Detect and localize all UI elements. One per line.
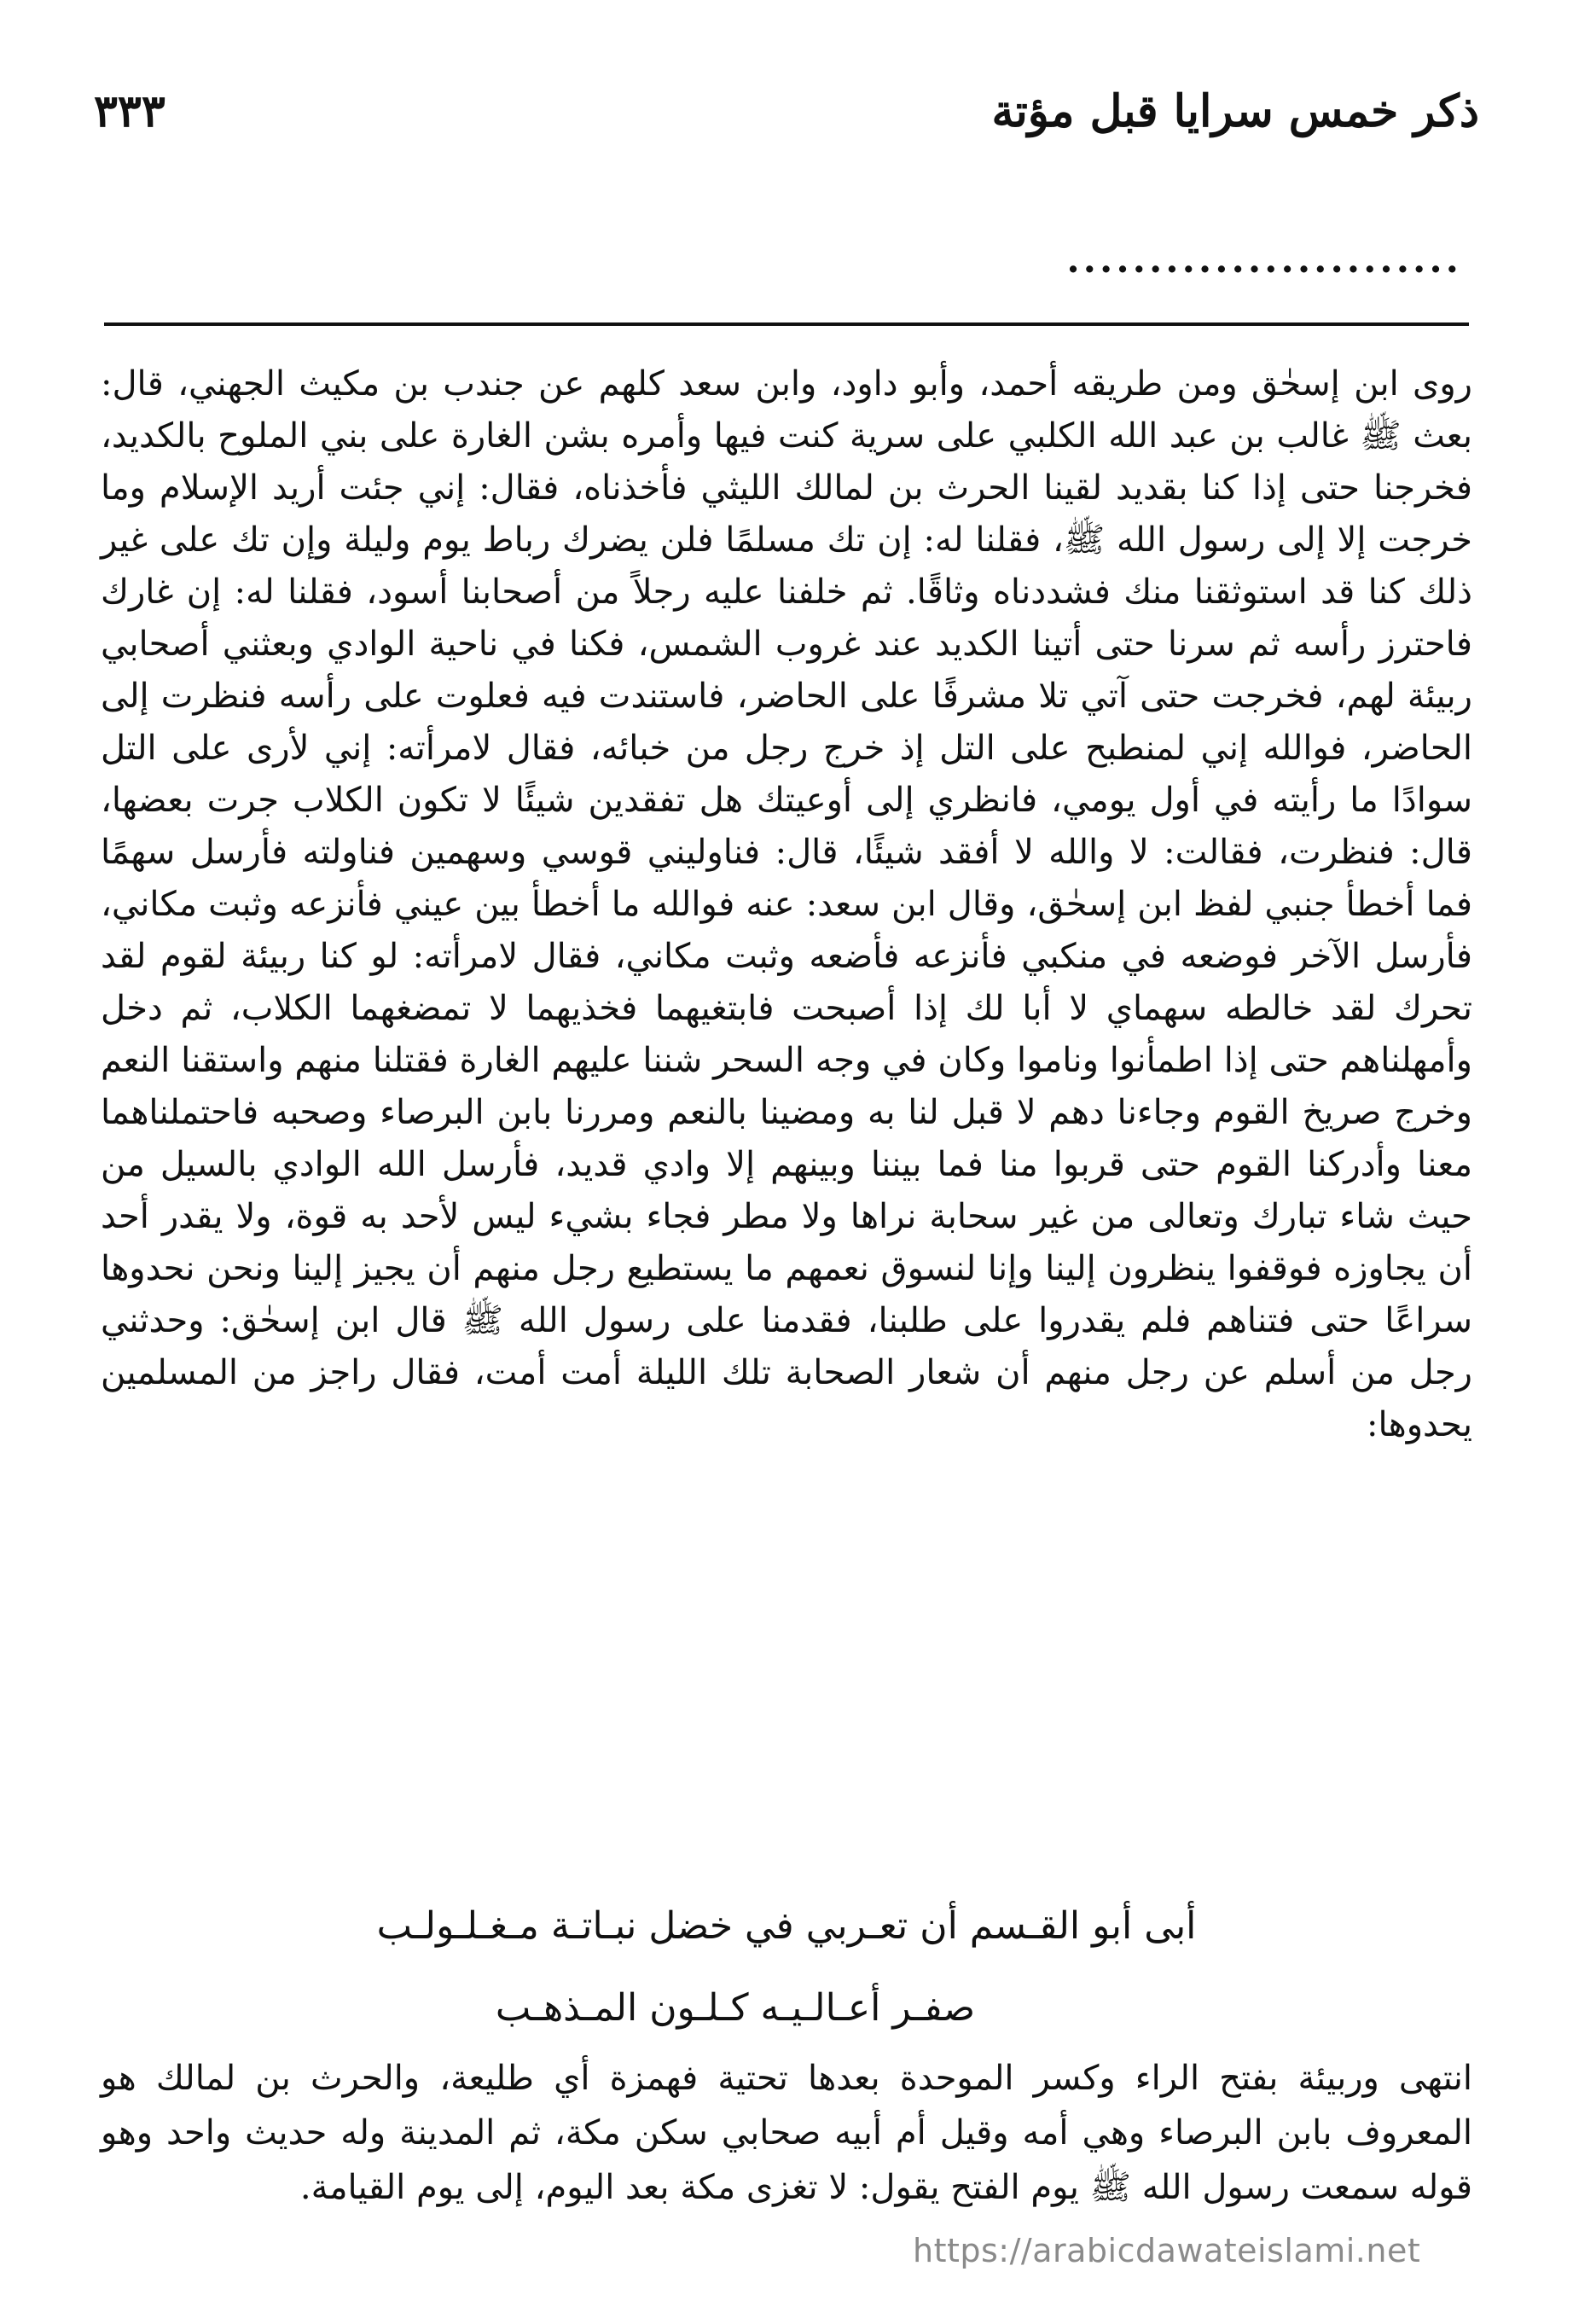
main-paragraph: روى ابن إسحٰق ومن طريقه أحمد، وأبو داود، وابن سعد كلهم عن جندب بن مكيث الجهني، قال: بعث ﷺ غالب بن عبد الله الكلبي على سرية كنت فيها وأمره بشن الغارة على بني الملوح بالكديد، فخرجنا حتى إذا كنا بقديد لقينا الحرث بن لمالك الليثي فأخذناه، فقال: إني جئت أريد الإسلام وما خرجت إلا إلى رسول الله ﷺ، فقلنا له: إن تك مسلمًا فلن يضرك رباط يوم وليلة وإن تك على غير ذلك كنا قد استوثقنا منك فشددناه وثاقًا. ثم خلفنا عليه رجلاً من أصحابنا أسود، فقلنا له: إن غارك فاحترز رأسه ثم سرنا حتى أتينا الكديد عند غروب الشمس، فكنا في ناحية الوادي وبعثني أصحابي ربيئة لهم، فخرجت حتى آتي تلا مشرفًا على الحاضر، فاستندت فيه فعلوت على رأسه فنظرت إلى الحاضر، فوالله إني لمنطبح على التل إذ خرج رجل من خبائه، فقال لامرأته: إني لأرى على التل سوادًا ما رأيته في أول يومي، فانظري إلى أوعيتك هل تفقدين شيئًا لا تكون الكلاب جرت بعضها، قال: فنظرت، فقالت: لا والله لا أفقد شيئًا، قال: فناوليني قوسي وسهمين فناولته فأرسل سهمًا فما أخطأ جنبي لفظ ابن إسحٰق، وقال ابن سعد: عنه فوالله ما أخطأ بين عيني فأنزعه وثبت مكاني، فأرسل الآخر فوضعه في منكبي فأنزعه فأضعه وثبت مكاني، فقال لامرأته: لو كنا ربيئة لقوم لقد تحرك لقد خالطه سهماي لا أبا لك إذا أصبحت فابتغيهما فخذيهما لا تمضغهما الكلاب، ثم دخل وأمهلناهم حتى إذا اطمأنوا وناموا وكان في وجه السحر شننا عليهم الغارة فقتلنا منهم واستقنا النعم وخرج صريخ القوم وجاءنا دهم لا قبل لنا به ومضينا بالنعم ومررنا بابن البرصاء وصحبه فاحتملناهما معنا وأدركنا القوم حتى قربوا منا فما بيننا وبينهم إلا وادي قديد، فأرسل الله الوادي بالسيل من حيث شاء تبارك وتعالى من غير سحابة نراها ولا مطر فجاء بشيء ليس لأحد به قوة، ولا يقدر أحد أن يجاوزه فوقفوا ينظرون إلينا وإنا لنسوق نعمهم ما يستطيع رجل منهم أن يجيز إلينا ونحن نحدوها سراعًا حتى فتناهم فلم يقدروا على طلبنا، فقدمنا على رسول الله ﷺ قال ابن إسحٰق: وحدثني رجل من أسلم عن رجل منهم أن شعار الصحابة تلك الليلة أمت أمت، فقال راجز من المسلمين يحدوها: bbox=[101, 364, 1473, 1444]
watermark-url: https://arabicdawateislami.net bbox=[913, 2232, 1421, 2269]
page-header bbox=[94, 73, 1479, 150]
footnote-paragraph: انتهى وربيئة بفتح الراء وكسر الموحدة بعدها تحتية فهمزة أي طليعة، والحرث بن لمالك هو المعروف بابن البرصاء وهي أمه وقيل أم أبيه صحابي سكن مكة، ثم المدينة وله حديث واحد وهو قوله سمعت رسول الله ﷺ يوم الفتح يقول: لا تغزى مكة بعد اليوم، إلى يوم القيامة. bbox=[101, 2059, 1472, 2207]
horizontal-rule bbox=[104, 322, 1469, 326]
poem-line-1: أبى أبو القـسم أن تعـربي في خضل نبـاتـة مـغـلـولـب bbox=[376, 1904, 1197, 1948]
running-title: ذكر خمس سرايا قبل مؤتة bbox=[991, 85, 1479, 137]
dotted-separator: ........................ bbox=[1066, 238, 1462, 282]
page-number: ٣٣٣ bbox=[94, 85, 165, 137]
poem-line-2: صفـر أعـالـيـه كـلـون المـذهـب bbox=[495, 1986, 976, 2030]
poem-block bbox=[111, 1885, 1462, 2049]
